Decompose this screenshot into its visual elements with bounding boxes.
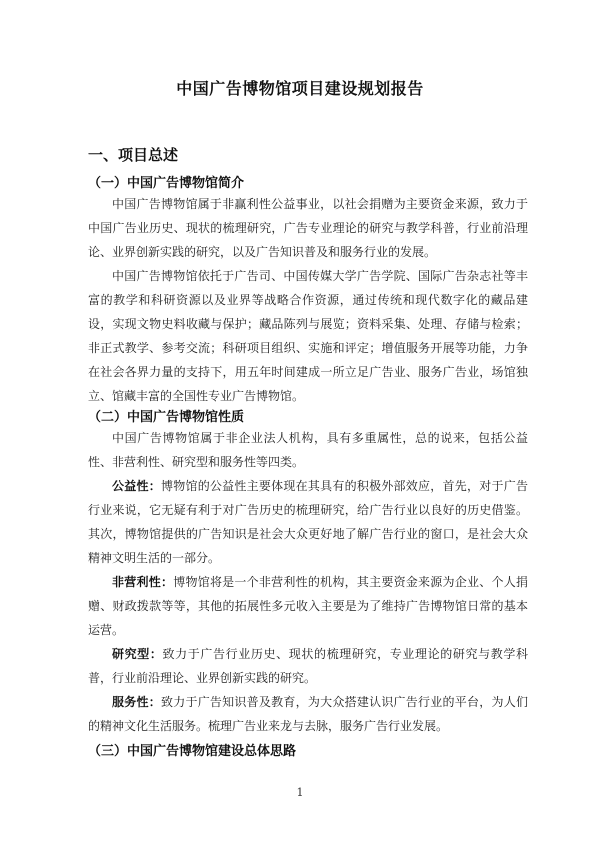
paragraph-service <box>88 690 528 738</box>
subsection-heading-nature: （二）中国广告博物馆性质 <box>88 410 245 425</box>
paragraph-nature-1: 中国广告博物馆属于非企业法人机构，具有多重属性，总的说来，包括公益性、非营利性、研究型和服务性等四类。 <box>88 431 528 469</box>
document-title: 中国广告博物馆项目建设规划报告 <box>176 79 424 98</box>
label-service: 服务性： <box>112 695 161 709</box>
paragraph-research <box>88 642 528 690</box>
subsection-heading-intro: （一）中国广告博物馆简介 <box>88 176 245 191</box>
paragraph-public-welfare <box>88 474 528 570</box>
text-service: 致力于广告知识普及教育，为大众搭建认识广告行业的平台，为人们的精神文化生活服务。梳理广告业来龙与去脉，服务广告行业发展。 <box>88 695 528 733</box>
label-non-profit: 非营利性： <box>112 575 174 589</box>
label-research: 研究型： <box>112 647 163 661</box>
page-number: 1 <box>296 786 304 799</box>
text-non-profit: 博物馆将是一个非营利性的机构，其主要资金来源为企业、个人捐赠、财政拨款等等，其他的拓展性多元收入主要是为了维持广告博物馆日常的基本运营。 <box>88 575 528 637</box>
paragraph-intro-2: 中国广告博物馆依托于广告司、中国传媒大学广告学院、国际广告杂志社等丰富的教学和科研资源以及业界等战略合作资源，通过传统和现代数字化的藏品建设，实现文物史料收藏与保护；藏品陈列与展览；资料采集、处理、存储与检索；非正式教学、参考交流；科研项目组织、实施和评定；增值服务开展等功能，力争在社会各界力量的支持下，用五年时间建成一所立足广告业、服务广告业，场馆独立、馆藏丰富的全国性专业广告博物馆。 <box>88 269 528 403</box>
section-heading-overview: 一、项目总述 <box>88 146 179 164</box>
label-public-welfare: 公益性： <box>112 479 161 493</box>
paragraph-non-profit <box>88 570 528 642</box>
paragraph-intro-1: 中国广告博物馆属于非赢利性公益事业，以社会捐赠为主要资金来源，致力于中国广告业历史、现状的梳理研究，广告专业理论的研究与教学科普，行业前沿理论、业界创新实践的研究，以及广告知识普及和服务行业的发展。 <box>88 197 528 259</box>
text-public-welfare: 博物馆的公益性主要体现在其具有的积极外部效应，首先，对于广告行业来说，它无疑有利于对广告历史的梳理研究，给广告行业以良好的历史借鉴。其次，博物馆提供的广告知识是社会大众更好地了解广告行业的窗口，是社会大众精神文明生活的一部分。 <box>88 479 528 565</box>
subsection-heading-approach: （三）中国广告博物馆建设总体思路 <box>88 744 297 759</box>
text-research: 致力于广告行业历史、现状的梳理研究，专业理论的研究与教学科普，行业前沿理论、业界创新实践的研究。 <box>88 647 528 685</box>
